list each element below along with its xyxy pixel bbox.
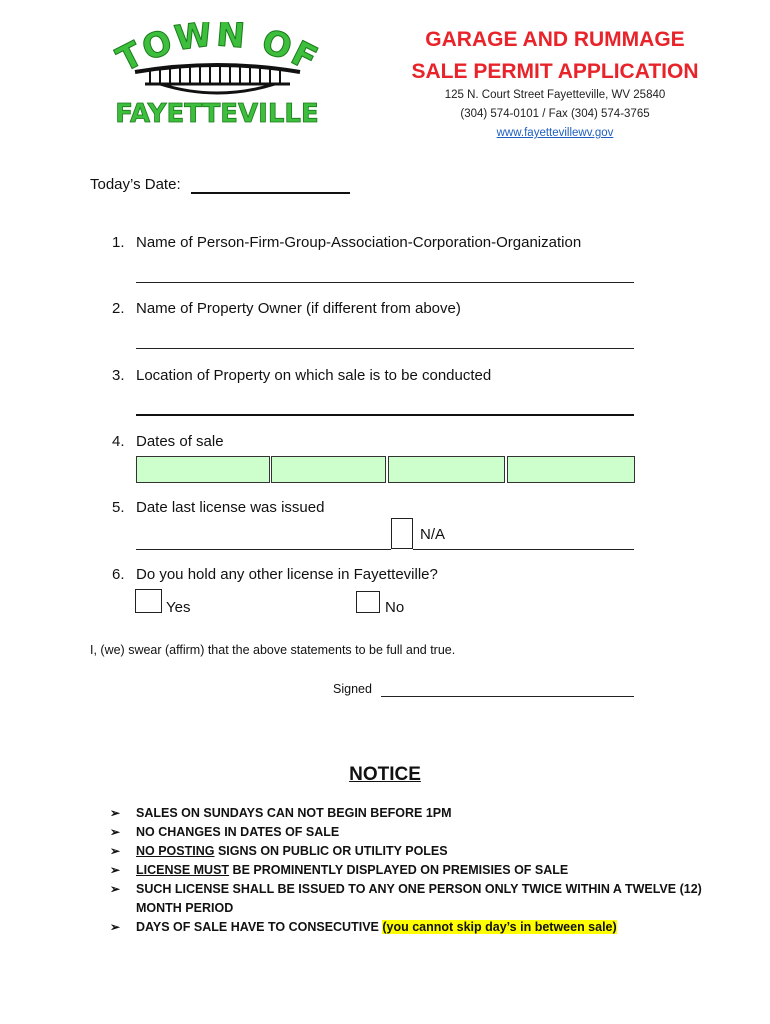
notice-item: ➢ NO CHANGES IN DATES OF SALE xyxy=(110,823,710,842)
phone-fax: (304) 574-0101 / Fax (304) 574-3765 xyxy=(460,108,650,120)
notice-item: ➢ SALES ON SUNDAYS CAN NOT BEGIN BEFORE 1PM xyxy=(110,804,710,823)
na-label: N/A xyxy=(420,526,446,543)
arrow-bullet-icon: ➢ xyxy=(110,825,121,839)
question-2: 2. Name of Property Owner (if different from above) xyxy=(112,300,461,317)
contact-info xyxy=(400,86,710,143)
notice-item: ➢ LICENSE MUST BE PROMINENTLY DISPLAYED ON PREMISIES OF SALE xyxy=(110,861,710,880)
last-license-date-field[interactable] xyxy=(136,549,391,550)
today-date-label: Today’s Date: xyxy=(90,176,181,193)
notice-item: ➢ SUCH LICENSE SHALL BE ISSUED TO ANY ONE PERSON ONLY TWICE WITHIN A TWELVE (12) MONTH PERIOD xyxy=(110,882,702,915)
property-owner-field[interactable] xyxy=(136,348,634,349)
yes-label: Yes xyxy=(166,599,191,616)
arrow-bullet-icon: ➢ xyxy=(110,882,121,896)
no-label: No xyxy=(385,599,405,616)
arrow-bullet-icon: ➢ xyxy=(110,920,121,934)
bridge-icon xyxy=(135,64,300,93)
notice-item: ➢ NO POSTING SIGNS ON PUBLIC OR UTILITY POLES xyxy=(110,842,710,861)
website-link[interactable]: www.fayettevillewv.gov xyxy=(496,127,614,139)
sale-date-4-field[interactable] xyxy=(507,456,635,483)
sale-date-2-field[interactable] xyxy=(271,456,386,483)
question-4: 4. Dates of sale xyxy=(112,433,224,450)
arrow-bullet-icon: ➢ xyxy=(110,844,121,858)
notice-title: NOTICE xyxy=(349,764,421,785)
title-line1: GARAGE AND RUMMAGE xyxy=(425,28,685,51)
sale-date-1-field[interactable] xyxy=(136,456,270,483)
form-title xyxy=(400,24,710,88)
question-5: 5. Date last license was issued xyxy=(112,499,325,516)
logo-line1: TOWN OF xyxy=(110,22,326,81)
town-logo xyxy=(105,22,330,132)
question-3: 3. Location of Property on which sale is to be conducted xyxy=(112,367,492,384)
title-line2: SALE PERMIT APPLICATION xyxy=(411,60,699,83)
last-license-line-right xyxy=(413,549,634,550)
question-1: 1. Name of Person-Firm-Group-Association-Corporation-Organization xyxy=(112,234,582,251)
today-date-field[interactable] xyxy=(191,192,350,194)
property-location-field[interactable] xyxy=(136,414,634,416)
arrow-bullet-icon: ➢ xyxy=(110,863,121,877)
notice-list xyxy=(110,804,710,937)
organization-name-field[interactable] xyxy=(136,282,634,283)
na-checkbox[interactable] xyxy=(391,518,413,549)
notice-item: ➢ DAYS OF SALE HAVE TO CONSECUTIVE (you cannot skip day’s in between sale) xyxy=(110,918,710,937)
no-checkbox[interactable] xyxy=(356,591,380,613)
sale-date-3-field[interactable] xyxy=(388,456,505,483)
question-6: 6. Do you hold any other license in Fayetteville? xyxy=(112,566,438,583)
logo-line2: FAYETTEVILLE xyxy=(115,99,319,129)
affirmation-text: I, (we) swear (affirm) that the above statements to be full and true. xyxy=(90,643,456,657)
signature-field[interactable] xyxy=(381,696,634,697)
arrow-bullet-icon: ➢ xyxy=(110,806,121,820)
yes-checkbox[interactable] xyxy=(135,589,162,613)
address: 125 N. Court Street Fayetteville, WV 25840 xyxy=(444,89,666,101)
signed-label: Signed xyxy=(333,682,372,696)
